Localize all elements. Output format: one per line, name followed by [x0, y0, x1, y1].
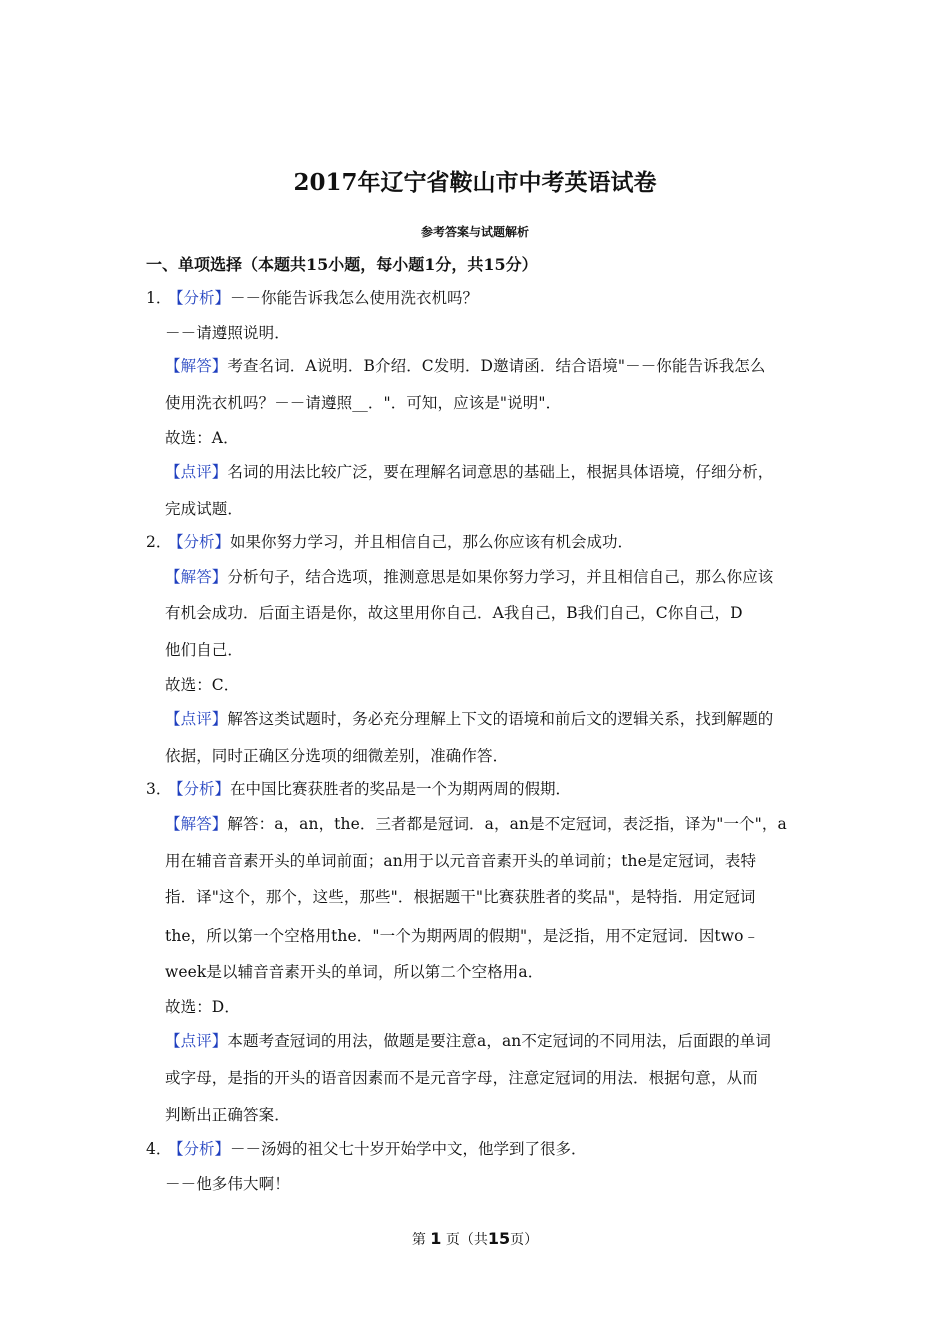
analysis-continuation: －－他多伟大啊！ [165, 1175, 290, 1193]
analysis-tag: 【分析】 [168, 533, 231, 551]
answer-tag: 【解答】 [165, 357, 228, 375]
page-title: 2017年辽宁省鞍山市中考英语试卷 [293, 169, 657, 196]
choice-text: 故选：A． [165, 429, 239, 447]
answer-text: 用在辅音音素开头的单词前面；an用于以元音音素开头的单词前；the是定冠词，表特 [165, 852, 757, 870]
section-heading: 一、单项选择（本题共15小题，每小题1分，共15分） [146, 255, 538, 274]
answer-text: 解答：a，an，the．三者都是冠词．a，an是不定冠词，表泛指，译为"一个"，a [227, 815, 787, 833]
question-number: 4． [146, 1140, 172, 1158]
comment-text: 解答这类试题时，务必充分理解上下文的语境和前后文的逻辑关系，找到解题的 [227, 710, 774, 728]
choice-text: 故选：C． [165, 676, 240, 694]
answer-text: 考查名词．A说明．B介绍．C发明．D邀请函．结合语境"－－你能告诉我怎么 [227, 357, 766, 375]
footer-middle: 页（共 [445, 1232, 488, 1248]
total-pages: 15 [487, 1229, 511, 1248]
comment-tag: 【点评】 [165, 463, 228, 481]
comment-text: 完成试题． [165, 500, 244, 518]
answer-text: 指．译"这个，那个，这些，那些"．根据题干"比赛获胜者的奖品"，是特指．用定冠词 [165, 888, 756, 906]
question-3-analysis [146, 777, 826, 801]
question-4-analysis [146, 1137, 826, 1161]
page-number: 1 [430, 1229, 442, 1248]
analysis-tag: 【分析】 [168, 289, 231, 307]
answer-text: the，所以第一个空格用the．"一个为期两周的假期"，是泛指，用不定冠词．因two﹣ [165, 927, 760, 945]
choice-text: 故选：D． [165, 998, 240, 1016]
comment-text: 或字母，是指的开头的语音因素而不是元音字母，注意定冠词的用法．根据句意，从而 [165, 1069, 758, 1087]
question-1-comment [165, 460, 810, 484]
comment-text: 判断出正确答案． [165, 1106, 290, 1124]
document-subtitle: 参考答案与试题解析 [420, 225, 529, 239]
footer-suffix: 页） [510, 1232, 539, 1248]
comment-text: 依据，同时正确区分选项的细微差别，准确作答． [165, 747, 509, 765]
question-3-answer [165, 812, 810, 836]
answer-text: week是以辅音音素开头的单词，所以第二个空格用a． [165, 963, 544, 981]
page-footer [0, 1228, 950, 1251]
question-2-answer [165, 565, 810, 589]
question-number: 3． [146, 780, 172, 798]
analysis-continuation: －－请遵照说明． [165, 324, 290, 342]
analysis-text: 如果你努力学习，并且相信自己，那么你应该有机会成功． [230, 533, 634, 551]
answer-tag: 【解答】 [165, 568, 228, 586]
question-number: 1． [146, 289, 172, 307]
question-2-comment [165, 707, 810, 731]
comment-tag: 【点评】 [165, 1032, 228, 1050]
question-1-answer [165, 354, 810, 378]
comment-text: 本题考查冠词的用法，做题是要注意a，an不定冠词的不同用法，后面跟的单词 [227, 1032, 771, 1050]
analysis-text: －－你能告诉我怎么使用洗衣机吗？ [230, 289, 479, 307]
answer-text: 他们自己． [165, 641, 244, 659]
answer-tag: 【解答】 [165, 815, 228, 833]
question-2-analysis [146, 530, 826, 554]
analysis-tag: 【分析】 [168, 1140, 231, 1158]
question-1-analysis [146, 286, 826, 310]
question-3-comment [165, 1029, 810, 1053]
footer-prefix: 第 [411, 1232, 426, 1248]
answer-text: 使用洗衣机吗？－－请遵照__．"．可知，应该是"说明"． [165, 394, 562, 412]
comment-tag: 【点评】 [165, 710, 228, 728]
analysis-text: －－汤姆的祖父七十岁开始学中文，他学到了很多． [230, 1140, 587, 1158]
comment-text: 名词的用法比较广泛，要在理解名词意思的基础上，根据具体语境，仔细分析， [227, 463, 774, 481]
question-number: 2． [146, 533, 172, 551]
answer-text: 分析句子，结合选项，推测意思是如果你努力学习，并且相信自己，那么你应该 [227, 568, 774, 586]
analysis-tag: 【分析】 [168, 780, 231, 798]
analysis-text: 在中国比赛获胜者的奖品是一个为期两周的假期． [230, 780, 572, 798]
answer-text: 有机会成功．后面主语是你，故这里用你自己．A我自己，B我们自己，C你自己，D [165, 604, 743, 622]
